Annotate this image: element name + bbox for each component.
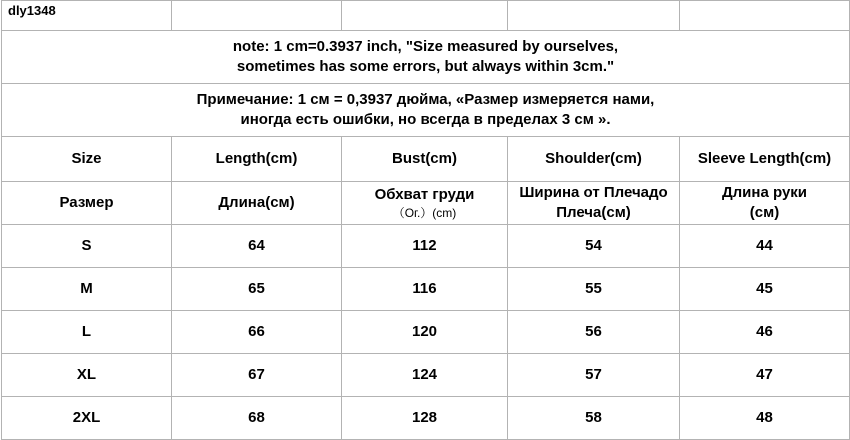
- length-cell: 64: [172, 225, 342, 268]
- size-cell: S: [2, 225, 172, 268]
- header-size: Size: [2, 137, 172, 182]
- size-chart-table: [1, 0, 850, 440]
- header-ru-bust: [342, 182, 508, 225]
- shoulder-cell: 55: [508, 268, 680, 311]
- header-ru-sleeve-line-1: Длина руки: [721, 184, 808, 201]
- note-english-line-1: note: 1 cm=0.3937 inch, "Size measured by ourselves,: [232, 38, 619, 55]
- header-length: Length(cm): [172, 137, 342, 182]
- header-shoulder: Shoulder(cm): [508, 137, 680, 182]
- header-russian-row: [2, 182, 850, 225]
- shoulder-cell: 54: [508, 225, 680, 268]
- header-ru-shoulder: [508, 182, 680, 225]
- table-row: [2, 354, 850, 397]
- length-cell: 67: [172, 354, 342, 397]
- header-sleeve-length: Sleeve Length(cm): [680, 137, 850, 182]
- header-ru-bust-line-1: Обхват груди: [374, 186, 475, 203]
- note-russian: [2, 84, 850, 137]
- size-cell: L: [2, 311, 172, 354]
- empty-cell: [342, 1, 508, 31]
- bust-cell: 124: [342, 354, 508, 397]
- header-ru-bust-line-2: （Ог.）(cm): [392, 206, 457, 220]
- empty-cell: [172, 1, 342, 31]
- note-russian-line-1: Примечание: 1 см = 0,3937 дюйма, «Размер измеряется нами,: [196, 91, 655, 108]
- header-ru-sleeve-line-2: (см): [749, 204, 780, 221]
- sleeve-cell: 44: [680, 225, 850, 268]
- note-english-row: [2, 31, 850, 84]
- sleeve-cell: 48: [680, 397, 850, 440]
- note-english-line-2: sometimes has some errors, but always within 3cm.": [236, 58, 615, 75]
- bust-cell: 128: [342, 397, 508, 440]
- table-row: [2, 397, 850, 440]
- sleeve-cell: 45: [680, 268, 850, 311]
- empty-cell: [680, 1, 850, 31]
- length-cell: 66: [172, 311, 342, 354]
- size-cell: 2XL: [2, 397, 172, 440]
- header-ru-length: Длина(см): [172, 182, 342, 225]
- empty-cell: [508, 1, 680, 31]
- size-cell: XL: [2, 354, 172, 397]
- bust-cell: 112: [342, 225, 508, 268]
- shoulder-cell: 56: [508, 311, 680, 354]
- header-ru-shoulder-line-1: Ширина от Плечадо: [519, 184, 668, 201]
- sleeve-cell: 47: [680, 354, 850, 397]
- table-row: [2, 268, 850, 311]
- product-code: dly1348: [2, 1, 172, 31]
- size-cell: M: [2, 268, 172, 311]
- note-english: [2, 31, 850, 84]
- table-row: [2, 225, 850, 268]
- header-ru-shoulder-line-2: Плеча(см): [556, 204, 631, 221]
- length-cell: 65: [172, 268, 342, 311]
- header-bust: Bust(cm): [342, 137, 508, 182]
- length-cell: 68: [172, 397, 342, 440]
- sleeve-cell: 46: [680, 311, 850, 354]
- shoulder-cell: 58: [508, 397, 680, 440]
- product-code-row: [2, 1, 850, 31]
- header-english-row: [2, 137, 850, 182]
- bust-cell: 120: [342, 311, 508, 354]
- bust-cell: 116: [342, 268, 508, 311]
- header-ru-sleeve: [680, 182, 850, 225]
- note-russian-line-2: иногда есть ошибки, но всегда в пределах 3 см ».: [240, 111, 611, 128]
- shoulder-cell: 57: [508, 354, 680, 397]
- table-row: [2, 311, 850, 354]
- header-ru-size: Размер: [2, 182, 172, 225]
- note-russian-row: [2, 84, 850, 137]
